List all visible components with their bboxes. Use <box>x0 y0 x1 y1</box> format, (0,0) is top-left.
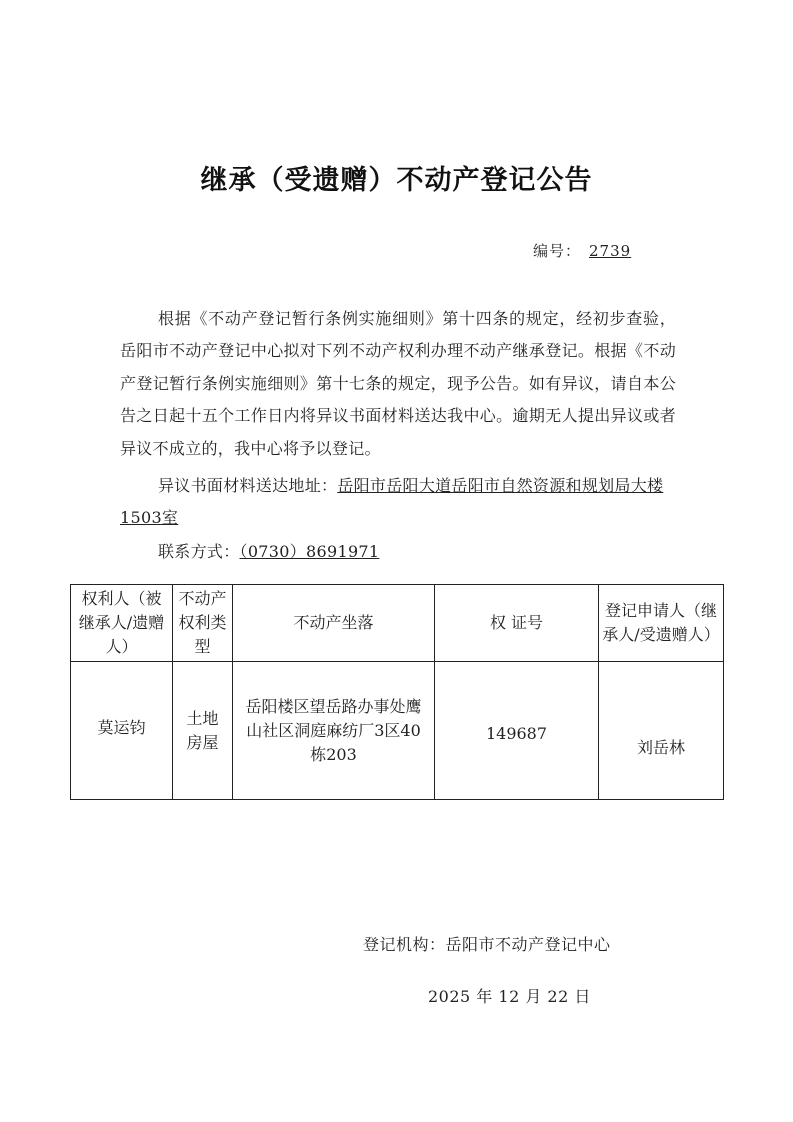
cell-certificate-no: 149687 <box>435 662 599 800</box>
table-header-row <box>71 585 724 662</box>
contact-value: （0730）8691971 <box>239 542 380 561</box>
objection-address-value: 岳阳市岳阳大道岳阳市自然资源和规划局大楼1503室 <box>120 476 664 527</box>
registration-authority <box>363 932 611 955</box>
cell-applicant: 刘岳林 <box>599 662 724 800</box>
cell-location: 岳阳楼区望岳路办事处鹰山社区洞庭麻纺厂3区40栋203 <box>233 662 435 800</box>
document-number-label: 编号： <box>533 242 582 260</box>
table-row <box>71 662 724 800</box>
announcement-date: 2025 年 12 月 22 日 <box>428 987 591 1006</box>
authority-name: 岳阳市不动产登记中心 <box>445 935 611 954</box>
document-number <box>533 240 631 261</box>
objection-address-label: 异议书面材料送达地址： <box>158 476 338 495</box>
contact-info <box>158 539 379 562</box>
cell-right-type: 土地房屋 <box>173 662 233 800</box>
header-right-type: 不动产权利类型 <box>173 585 233 662</box>
header-applicant: 登记申请人（继承人/受遗赠人） <box>599 585 724 662</box>
header-location: 不动产坐落 <box>233 585 435 662</box>
body-paragraph: 根据《不动产登记暂行条例实施细则》第十四条的规定，经初步查验，岳阳市不动产登记中心拟对下列不动产权利办理不动产继承登记。根据《不动产登记暂行条例实施细则》第十七条的规定，现予公告。如有异议，请自本公告之日起十五个工作日内将异议书面材料送达我中心。逾期无人提出异议或者异议不成立的，我中心将予以登记。 <box>120 309 676 458</box>
header-owner: 权利人（被继承人/遗赠人） <box>71 585 173 662</box>
authority-label: 登记机构： <box>363 935 446 954</box>
document-number-value: 2739 <box>589 242 632 260</box>
cell-owner: 莫运钧 <box>71 662 173 800</box>
registration-table <box>70 584 724 800</box>
page-title: 继承（受遗赠）不动产登记公告 <box>200 165 593 196</box>
objection-address <box>120 470 676 534</box>
header-certificate-no: 权 证号 <box>435 585 599 662</box>
contact-label: 联系方式： <box>158 542 240 561</box>
